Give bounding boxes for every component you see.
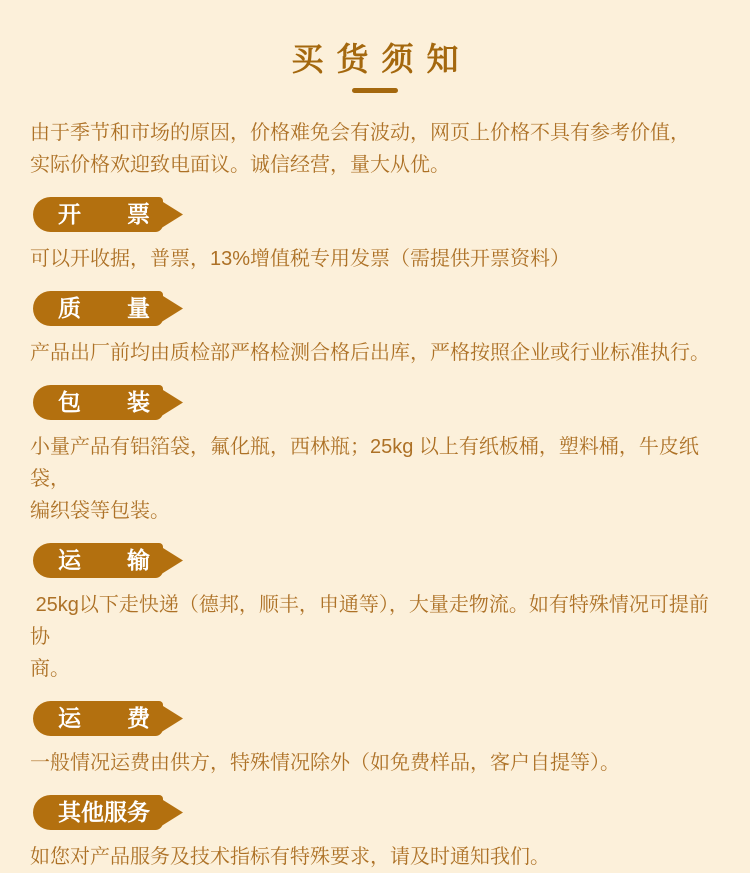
section-paragraph (30, 747, 720, 779)
badge-label: 包装 (58, 389, 150, 415)
badge-label: 质量 (58, 295, 150, 321)
section-paragraph (30, 337, 720, 369)
section-paragraph (30, 243, 720, 275)
badge-label: 其他服务 (58, 799, 150, 825)
section-badge-invoice (33, 197, 163, 232)
badge-label: 开票 (58, 201, 150, 227)
paragraph-line: 编织袋等包装。 (30, 500, 170, 522)
section-paragraph (30, 841, 720, 873)
section-packaging (30, 385, 720, 527)
section-badge-other-services (33, 795, 163, 830)
section-freight (30, 701, 720, 779)
paragraph-line: 一般情况运费由供方，特殊情况除外（如免费样品，客户自提等）。 (30, 752, 620, 774)
section-paragraph (30, 589, 720, 685)
title-underline (352, 88, 398, 93)
section-other-services (30, 795, 720, 873)
section-badge-freight (33, 701, 163, 736)
intro-paragraph (30, 117, 720, 181)
paragraph-line: 如您对产品服务及技术指标有特殊要求，请及时通知我们。 (30, 846, 550, 868)
paragraph-line: 可以开收据，普票，13%增值税专用发票（需提供开票资料） (30, 248, 571, 270)
section-invoice (30, 197, 720, 275)
badge-label: 运费 (58, 705, 150, 731)
paragraph-line: 实际价格欢迎致电面议。诚信经营，量大从优。 (30, 154, 450, 176)
page-title: 买货须知 (291, 41, 472, 77)
section-quality (30, 291, 720, 369)
section-paragraph (30, 431, 720, 527)
paragraph-line: 小量产品有铝箔袋，氟化瓶，西林瓶；25kg 以上有纸板桶，塑料桶，牛皮纸袋， (30, 436, 699, 490)
paragraph-line: 商。 (30, 658, 70, 680)
paragraph-line: 25kg以下走快递（德邦，顺丰，申通等），大量走物流。如有特殊情况可提前协 (30, 594, 709, 648)
paragraph-line: 产品出厂前均由质检部严格检测合格后出库，严格按照企业或行业标准执行。 (30, 342, 710, 364)
badge-label: 运输 (58, 547, 150, 573)
section-badge-quality (33, 291, 163, 326)
section-badge-shipping (33, 543, 163, 578)
section-shipping (30, 543, 720, 685)
paragraph-line: 由于季节和市场的原因，价格难免会有波动，网页上价格不具有参考价值， (30, 122, 690, 144)
section-badge-packaging (33, 385, 163, 420)
